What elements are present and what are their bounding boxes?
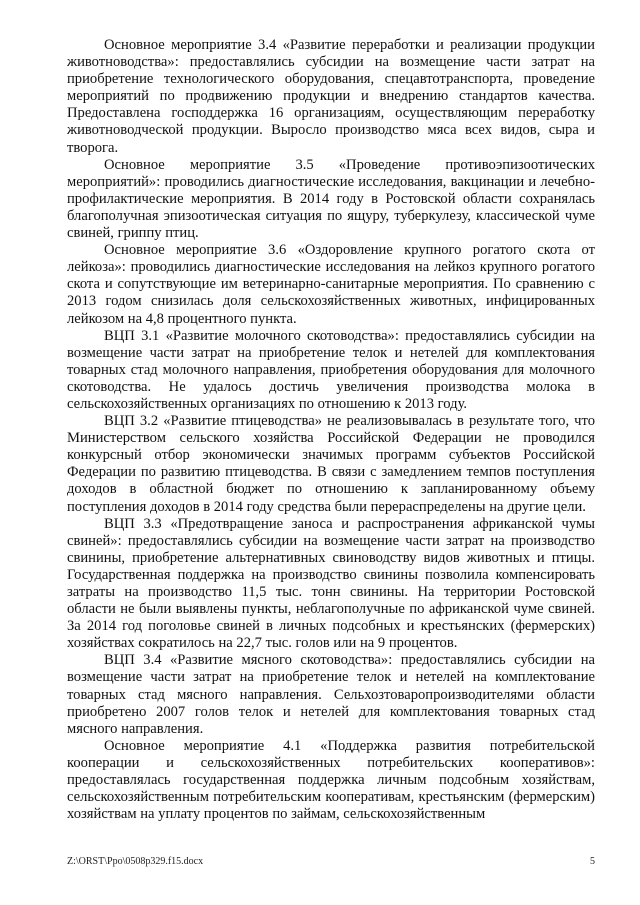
page-footer bbox=[67, 856, 595, 870]
paragraph-measure-3-6: Основное мероприятие 3.6 «Оздоровление крупного рогатого скота от лейкоза»: проводились диагностические исследования на лейкоз крупного рогатого скота и сопутствующие им ветеринарно-санитарные мероприятия. По сравнению с 2013 годом снизилась доля сельскохозяйственных животных, инфицированных лейкозом на 4,8 процентного пункта. bbox=[67, 242, 595, 327]
page-number: 5 bbox=[590, 856, 595, 867]
paragraph-measure-4-1: Основное мероприятие 4.1 «Поддержка развития потребительской кооперации и сельскохозяйственных потребительских кооперативов»: предоставлялась государственная поддержка личным подсобным хозяйствам, сельскохозяйственным потребительским кооперативам, крестьянским (фермерским) хозяйствам на уплату процентов по займам, сельскохозяйственным bbox=[67, 737, 595, 823]
paragraph-vcp-3-2: ВЦП 3.2 «Развитие птицеводства» не реализовывалась в результате того, что Министерством сельского хозяйства Российской Федерации не проводился конкурсный отбор экономически значимых программ субъектов Российской Федерации по развитию птицеводства. В связи с замедлением темпов поступления доходов в областной бюджет по отношению к запланированному объему поступления доходов в 2014 году средства были перераспределены на другие цели. bbox=[67, 413, 595, 515]
paragraph-measure-3-5: Основное мероприятие 3.5 «Проведение противоэпизоотических мероприятий»: проводились диагностические исследования, вакцинации и лечебно-профилактические мероприятия. В 2014 году в Ростовской области сохранялась благополучная эпизоотическая ситуация по ящуру, туберкулезу, классической чуме свиней, гриппу птиц. bbox=[67, 156, 595, 242]
footer-file-path: Z:\ORST\Ppo\0508p329.f15.docx bbox=[67, 856, 204, 867]
paragraph-vcp-3-1: ВЦП 3.1 «Развитие молочного скотоводства»: предоставлялись субсидии на возмещение части затрат на приобретение телок и нетелей для комплектования товарных стад молочного направления, приобретения оборудования для молочного скотоводства. Не удалось достичь увеличения производства молока в сельскохозяйственных организациях по отношению к 2013 году. bbox=[67, 327, 595, 412]
paragraph-vcp-3-4: ВЦП 3.4 «Развитие мясного скотоводства»: предоставлялись субсидии на возмещение части затрат на приобретение телок и нетелей на комплектование товарных стад мясного направления. Сельхозтоваропроизводителями области приобретено 2007 голов телок и нетелей для комплектования товарных стад мясного направления. bbox=[67, 652, 595, 737]
paragraph-vcp-3-3: ВЦП 3.3 «Предотвращение заноса и распространения африканской чумы свиней»: предоставлялись субсидии на возмещение части затрат на производство свинины, приобретение альтернативных свиноводству видов животных и птицы. Государственная поддержка на производство свинины позволила компенсировать затраты на производство 11,5 тыс. тонн свинины. На территории Ростовской области не были выявлены пункты, неблагополучные по африканской чуме свиней. За 2014 год поголовье свиней в личных подсобных и крестьянских (фермерских) хозяйствах сократилось на 22,7 тыс. голов или на 9 процентов. bbox=[67, 515, 595, 652]
paragraph-measure-3-4: Основное мероприятие 3.4 «Развитие переработки и реализации продукции животноводства»: предоставлялись субсидии на возмещение части затрат на приобретение технологического оборудования, спецавтотранспорта, проведение мероприятий по продвижению продукции и внедрению стандартов качества. Предоставлена господдержка 16 организациям, осуществляющим переработку животноводческой продукции. Выросло производство мяса всех видов, сыра и творога. bbox=[67, 37, 595, 156]
document-body bbox=[67, 37, 595, 823]
